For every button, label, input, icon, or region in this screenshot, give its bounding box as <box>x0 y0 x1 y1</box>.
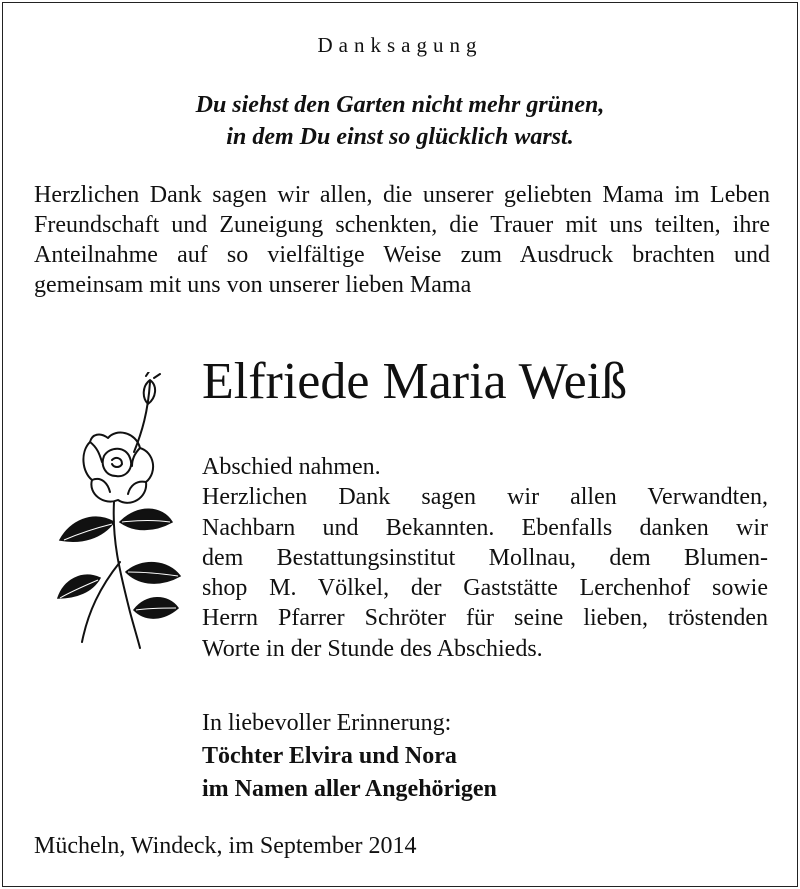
closing-line-3: im Namen aller Angehörigen <box>202 776 497 802</box>
motto-line-2: in dem Du einst so glücklich warst. <box>226 124 574 150</box>
notice-heading: Danksagung <box>317 33 483 57</box>
closing-line-1: In liebevoller Erinnerung: <box>202 710 452 736</box>
body-line-3: Nachbarn und Bekannten. Ebenfalls danken wir <box>202 514 768 541</box>
motto-line-1: Du siehst den Garten nicht mehr grünen, <box>195 92 605 118</box>
deceased-name: Elfriede Maria Weiß <box>202 353 628 410</box>
intro-paragraph: Herzlichen Dank sagen wir allen, die unserer geliebten Mama im Leben Freundschaft und Zuneigung schenkten, die Trauer mit uns teilten, ihre Anteilnahme auf so vielfältige Weise zum Ausdruck brachten und gemeinsam mit uns von unserer lieben Mama <box>34 182 770 298</box>
body-line-7: Worte in der Stunde des Abschieds. <box>202 635 543 662</box>
thanks-paragraph <box>202 452 768 664</box>
place-date: Mücheln, Windeck, im September 2014 <box>34 833 417 859</box>
motto-verse <box>0 89 800 153</box>
body-line-2: Herzlichen Dank sagen wir allen Verwandten, <box>202 484 768 511</box>
rose-icon <box>30 372 196 650</box>
body-line-1: Abschied nahmen. <box>202 454 381 480</box>
body-line-4: dem Bestattungsinstitut Mollnau, dem Blumen- <box>202 544 768 571</box>
body-line-5: shop M. Völkel, der Gaststätte Lerchenhof sowie <box>202 575 768 602</box>
closing-signature <box>202 707 497 806</box>
body-line-6: Herrn Pfarrer Schröter für seine lieben, tröstenden <box>202 605 768 632</box>
closing-line-2: Töchter Elvira und Nora <box>202 743 457 769</box>
